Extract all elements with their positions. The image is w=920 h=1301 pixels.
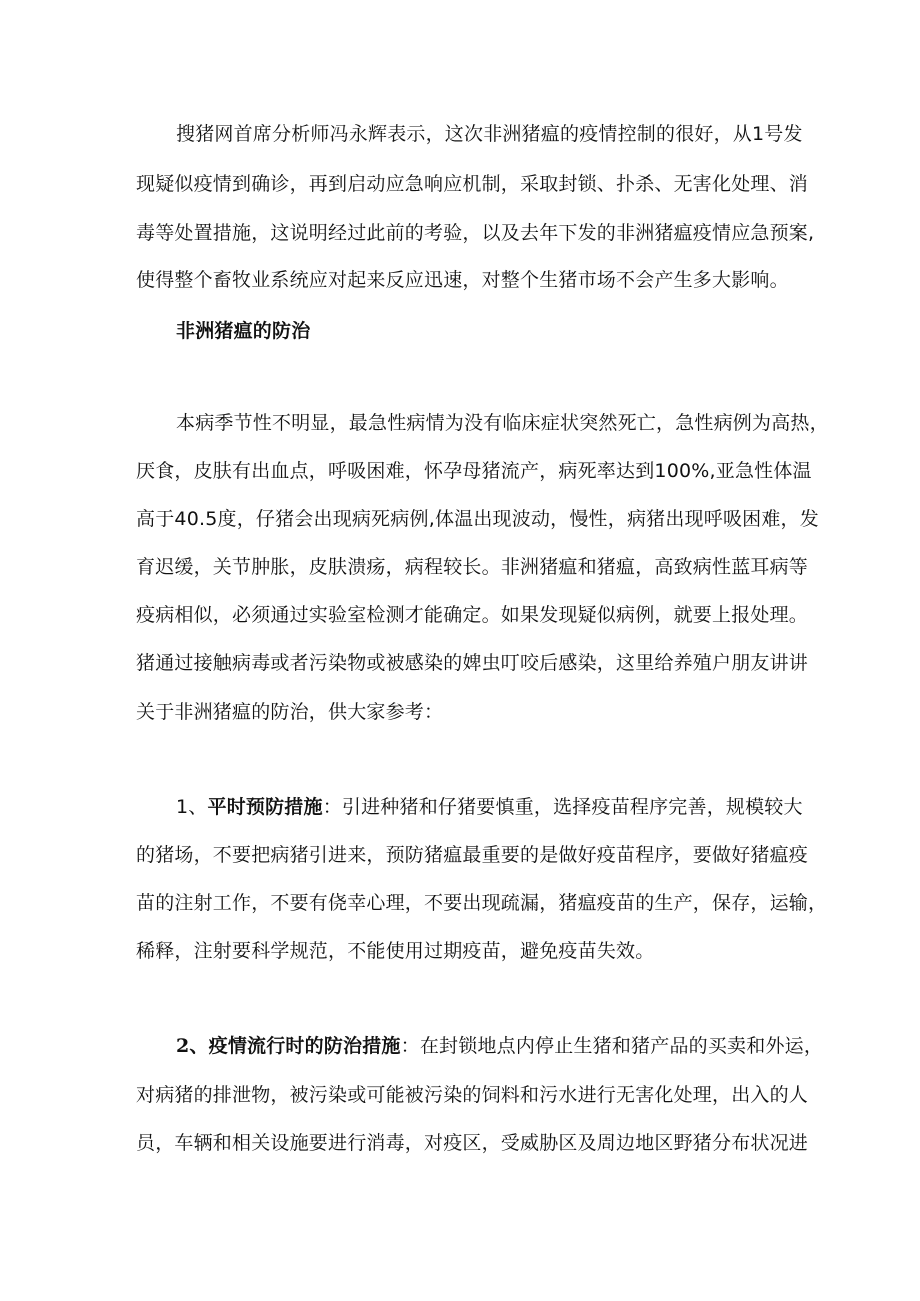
section1-line-3: 苗的注射工作，不要有侥幸心理，不要出现疏漏，猪瘟疫苗的生产，保存，运输， bbox=[136, 892, 828, 914]
section1-line-2: 的猪场，不要把病猪引进来，预防猪瘟最重要的是做好疫苗程序，要做好猪瘟疫 bbox=[136, 844, 809, 866]
paragraph2-line-3: 高于40.5度，仔猪会出现病死病例,体温出现波动，慢性，病猪出现呼吸困难，发 bbox=[136, 508, 819, 530]
paragraph2-line-5: 疫病相似，必须通过实验室检测才能确定。如果发现疑似病例，就要上报处理。 bbox=[136, 604, 809, 626]
paragraph2-line-2: 厌食，皮肤有出血点，呼吸困难，怀孕母猪流产，病死率达到100%,亚急性体温 bbox=[136, 460, 812, 482]
paragraph1-line-3: 毒等处置措施，这说明经过此前的考验，以及去年下发的非洲猪瘟疫情应急预案, bbox=[136, 222, 815, 244]
paragraph2-line-6: 猪通过接触病毒或者污染物或被感染的婢虫叮咬后感染，这里给养殖户朋友讲讲 bbox=[136, 652, 809, 674]
section1-line-4: 稀释，注射要科学规范，不能使用过期疫苗，避免疫苗失效。 bbox=[136, 940, 655, 962]
section2-first-line-text: ：在封锁地点内停止生猪和猪产品的买卖和外运， bbox=[400, 1035, 824, 1057]
section1-first-line bbox=[176, 795, 803, 819]
paragraph1-line-4: 使得整个畜牧业系统应对起来反应迅速，对整个生猪市场不会产生多大影响。 bbox=[136, 269, 789, 291]
paragraph1-line-2: 现疑似疫情到确诊，再到启动应急响应机制，采取封锁、扑杀、无害化处理、消 bbox=[136, 173, 809, 195]
section1-first-line-text: ：引进种猪和仔猪要慎重，选择疫苗程序完善，规模较大 bbox=[322, 796, 803, 818]
section1-number: 1、 bbox=[176, 796, 208, 818]
section2-title: 疫情流行时的防治措施 bbox=[208, 1035, 401, 1057]
section2-first-line bbox=[176, 1034, 823, 1058]
section2-number: 2、 bbox=[176, 1035, 209, 1057]
paragraph2-line-7: 关于非洲猪瘟的防治，供大家参考： bbox=[136, 701, 444, 723]
section-heading: 非洲猪瘟的防治 bbox=[176, 320, 311, 342]
section2-line-2: 对病猪的排泄物，被污染或可能被污染的饲料和污水进行无害化处理，出入的人 bbox=[136, 1084, 809, 1106]
paragraph2-line-1: 本病季节性不明显，最急性病情为没有临床症状突然死亡，急性病例为高热， bbox=[176, 412, 829, 434]
section2-line-3: 员，车辆和相关设施要进行消毒，对疫区，受威胁区及周边地区野猪分布状况进 bbox=[136, 1132, 809, 1154]
paragraph2-line-4: 育迟缓，关节肿胀，皮肤溃疡，病程较长。非洲猪瘟和猪瘟，高致病性蓝耳病等 bbox=[136, 556, 809, 578]
section1-title: 平时预防措施 bbox=[207, 796, 323, 818]
paragraph1-line-1: 搜猪网首席分析师冯永辉表示，这次非洲猪瘟的疫情控制的很好，从1号发 bbox=[176, 123, 803, 145]
